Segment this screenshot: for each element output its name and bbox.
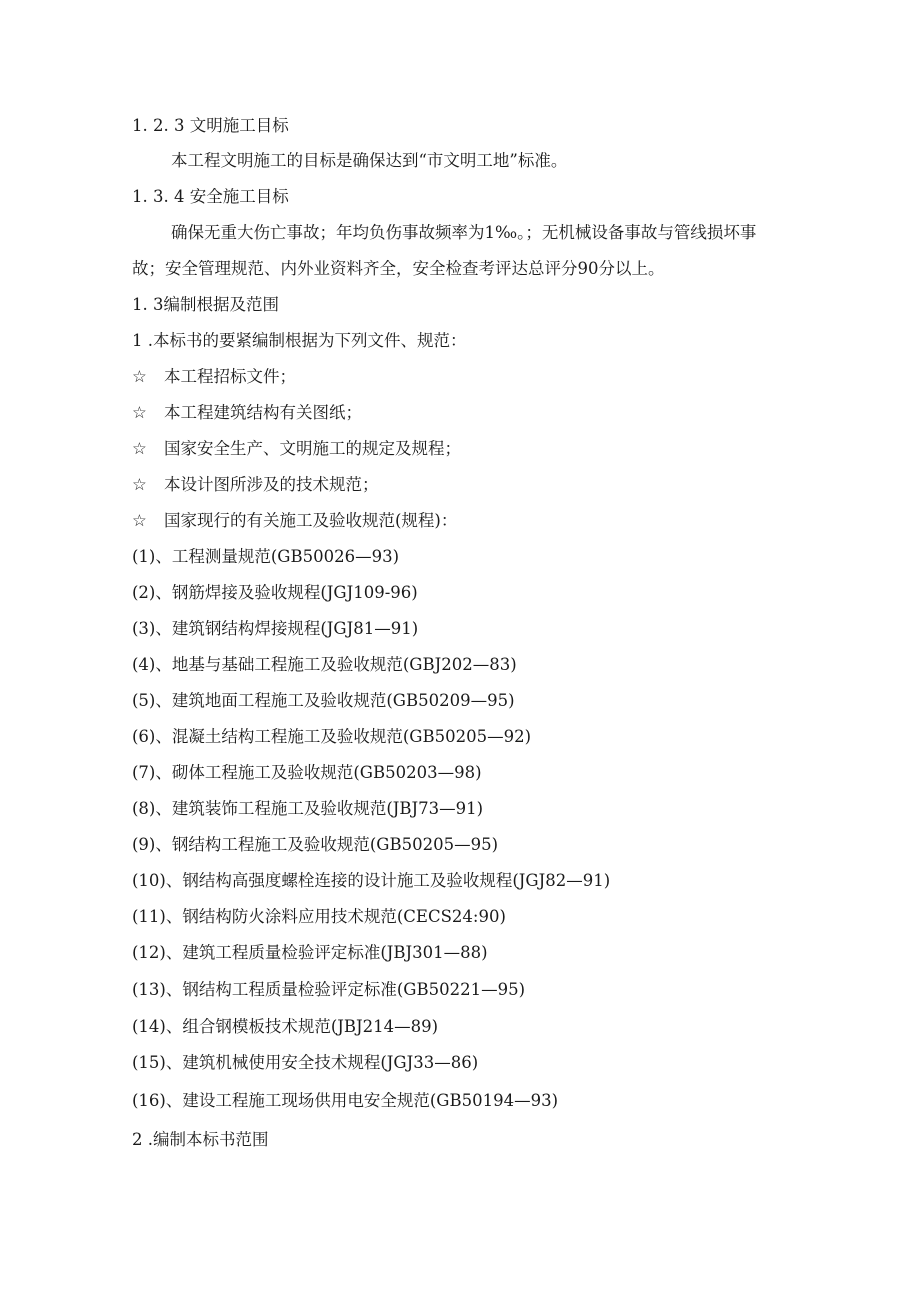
norm-item: (8)、建筑装饰工程施工及验收规范(JBJ73—91) xyxy=(132,799,484,818)
star-bullet-icon: ☆ xyxy=(132,511,147,530)
star-item xyxy=(132,510,457,532)
norm-item: (15)、建筑机械使用安全技术规程(JGJ33—86) xyxy=(132,1053,479,1072)
star-bullet-icon: ☆ xyxy=(132,439,147,458)
norm-item: (11)、钢结构防火涂料应用技术规范(CECS24:90) xyxy=(132,907,506,926)
norm-item: (16)、建设工程施工现场供用电安全规范(GB50194—93) xyxy=(132,1091,559,1110)
basis-intro: 1 .本标书的要紧编制根据为下列文件、规范： xyxy=(132,331,467,350)
star-bullet-icon: ☆ xyxy=(132,403,147,422)
star-item xyxy=(132,402,362,424)
norm-item: (14)、组合钢模板技术规范(JBJ214—89) xyxy=(132,1017,439,1036)
star-item-text: 国家现行的有关施工及验收规范(规程)： xyxy=(164,511,458,530)
norm-item: (6)、混凝土结构工程施工及验收规范(GB50205—92) xyxy=(132,727,532,746)
star-bullet-icon: ☆ xyxy=(132,367,147,386)
heading-civil-goal: 1. 2. 3 文明施工目标 xyxy=(132,116,289,135)
star-item xyxy=(132,474,379,496)
norm-item: (12)、建筑工程质量检验评定标准(JBJ301—88) xyxy=(132,943,488,962)
norm-item: (13)、钢结构工程质量检验评定标准(GB50221—95) xyxy=(132,980,526,999)
norm-item: (2)、钢筋焊接及验收规程(JGJ109-96) xyxy=(132,583,418,602)
star-item xyxy=(132,438,461,460)
star-bullet-icon: ☆ xyxy=(132,475,147,494)
star-item-text: 本设计图所涉及的技术规范； xyxy=(164,475,379,494)
heading-basis: 1. 3编制根据及范围 xyxy=(132,295,279,314)
heading-safety-goal: 1. 3. 4 安全施工目标 xyxy=(132,187,289,206)
star-item-text: 国家安全生产、文明施工的规定及规程； xyxy=(164,439,461,458)
star-item xyxy=(132,366,296,388)
civil-goal-text: 本工程文明施工的目标是确保达到“市文明工地”标准。 xyxy=(171,151,568,170)
norm-item: (4)、地基与基础工程施工及验收规范(GBJ202—83) xyxy=(132,655,517,674)
star-item-text: 本工程招标文件； xyxy=(164,367,296,386)
norm-item: (3)、建筑钢结构焊接规程(JGJ81—91) xyxy=(132,619,419,638)
scope-heading: 2 .编制本标书范围 xyxy=(132,1130,269,1149)
norm-item: (1)、工程测量规范(GB50026—93) xyxy=(132,547,400,566)
star-item-text: 本工程建筑结构有关图纸； xyxy=(164,403,362,422)
safety-goal-text-line1: 确保无重大伤亡事故；年均负伤事故频率为1‰。；无机械设备事故与管线损坏事 xyxy=(171,223,757,242)
norm-item: (10)、钢结构高强度螺栓连接的设计施工及验收规程(JGJ82—91) xyxy=(132,871,611,890)
norm-item: (5)、建筑地面工程施工及验收规范(GB50209—95) xyxy=(132,691,515,710)
safety-goal-text-line2: 故；安全管理规范、内外业资料齐全，安全检查考评达总评分90分以上。 xyxy=(132,259,665,278)
norm-item: (7)、砌体工程施工及验收规范(GB50203—98) xyxy=(132,763,482,782)
norm-item: (9)、钢结构工程施工及验收规范(GB50205—95) xyxy=(132,835,499,854)
